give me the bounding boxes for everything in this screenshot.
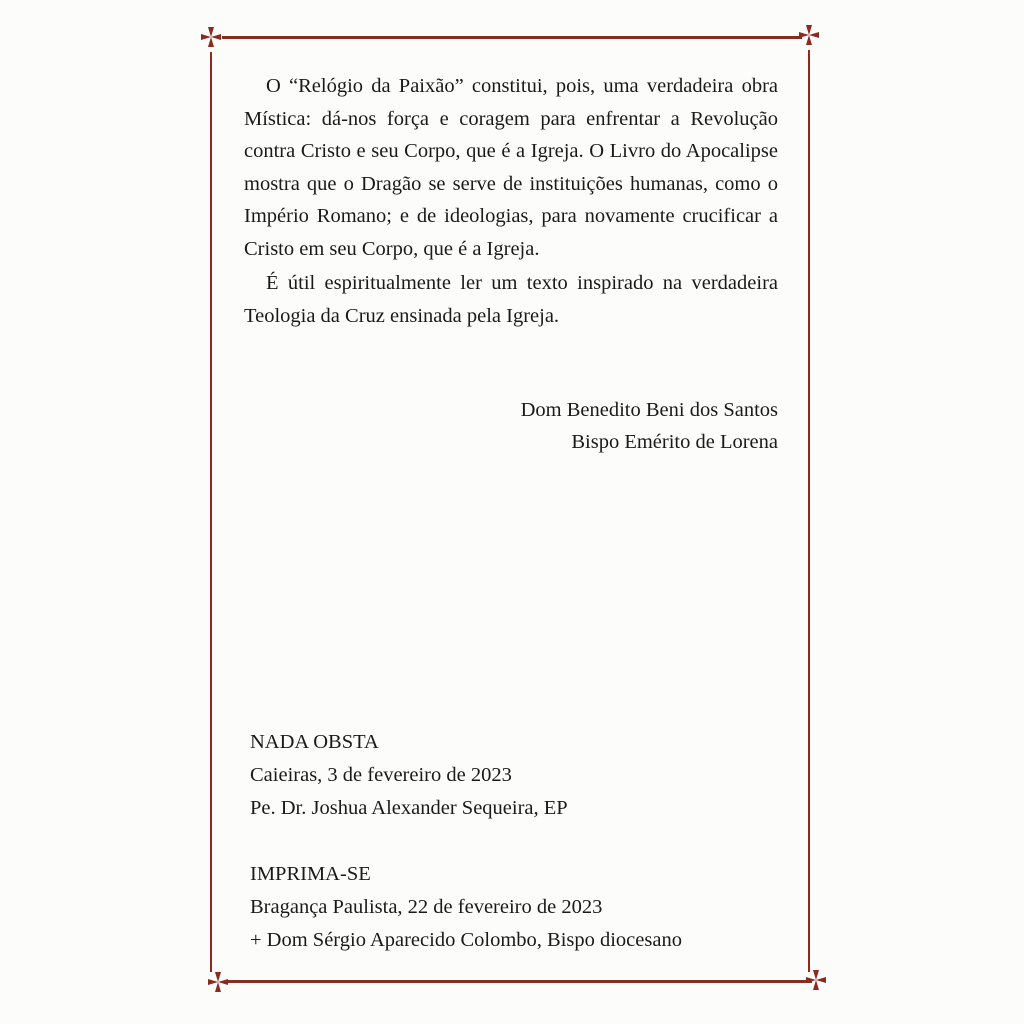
frame-left-border <box>210 52 212 972</box>
nada-obsta-person: Pe. Dr. Joshua Alexander Sequeira, EP <box>250 797 568 819</box>
nada-obsta-heading: NADA OBSTA <box>250 731 379 753</box>
frame-bottom-border <box>226 980 812 983</box>
cross-pattee-icon <box>798 24 820 46</box>
frame-right-border <box>808 50 810 972</box>
cross-pattee-icon <box>207 971 229 993</box>
body-text <box>244 70 778 332</box>
cross-pattee-icon <box>805 969 827 991</box>
imprima-se-heading: IMPRIMA-SE <box>250 863 371 885</box>
cross-pattee-icon <box>200 26 222 48</box>
imprima-se-person: + Dom Sérgio Aparecido Colombo, Bispo diocesano <box>250 929 682 951</box>
signature-title: Bispo Emérito de Lorena <box>571 431 778 453</box>
imprima-se-place-date: Bragança Paulista, 22 de fevereiro de 2023 <box>250 896 603 918</box>
paragraph: O “Relógio da Paixão” constitui, pois, uma verdadeira obra Mística: dá-nos força e coragem para enfrentar a Revolução contra Cristo e seu Corpo, que é a Igreja. O Livro do Apocalipse mostra que o Dragão se serve de instituições humanas, como o Império Romano; e de ideologias, para novamente crucificar a Cristo em seu Corpo, que é a Igreja. <box>244 75 778 260</box>
imprima-se-block <box>250 858 682 957</box>
nada-obsta-place-date: Caieiras, 3 de fevereiro de 2023 <box>250 764 512 786</box>
nada-obsta-block <box>250 726 568 825</box>
frame-top-border <box>222 36 802 39</box>
paragraph: É útil espiritualmente ler um texto inspirado na verdadeira Teologia da Cruz ensinada pela Igreja. <box>244 272 778 327</box>
signature-name: Dom Benedito Beni dos Santos <box>520 399 778 421</box>
signature-block <box>521 394 778 458</box>
